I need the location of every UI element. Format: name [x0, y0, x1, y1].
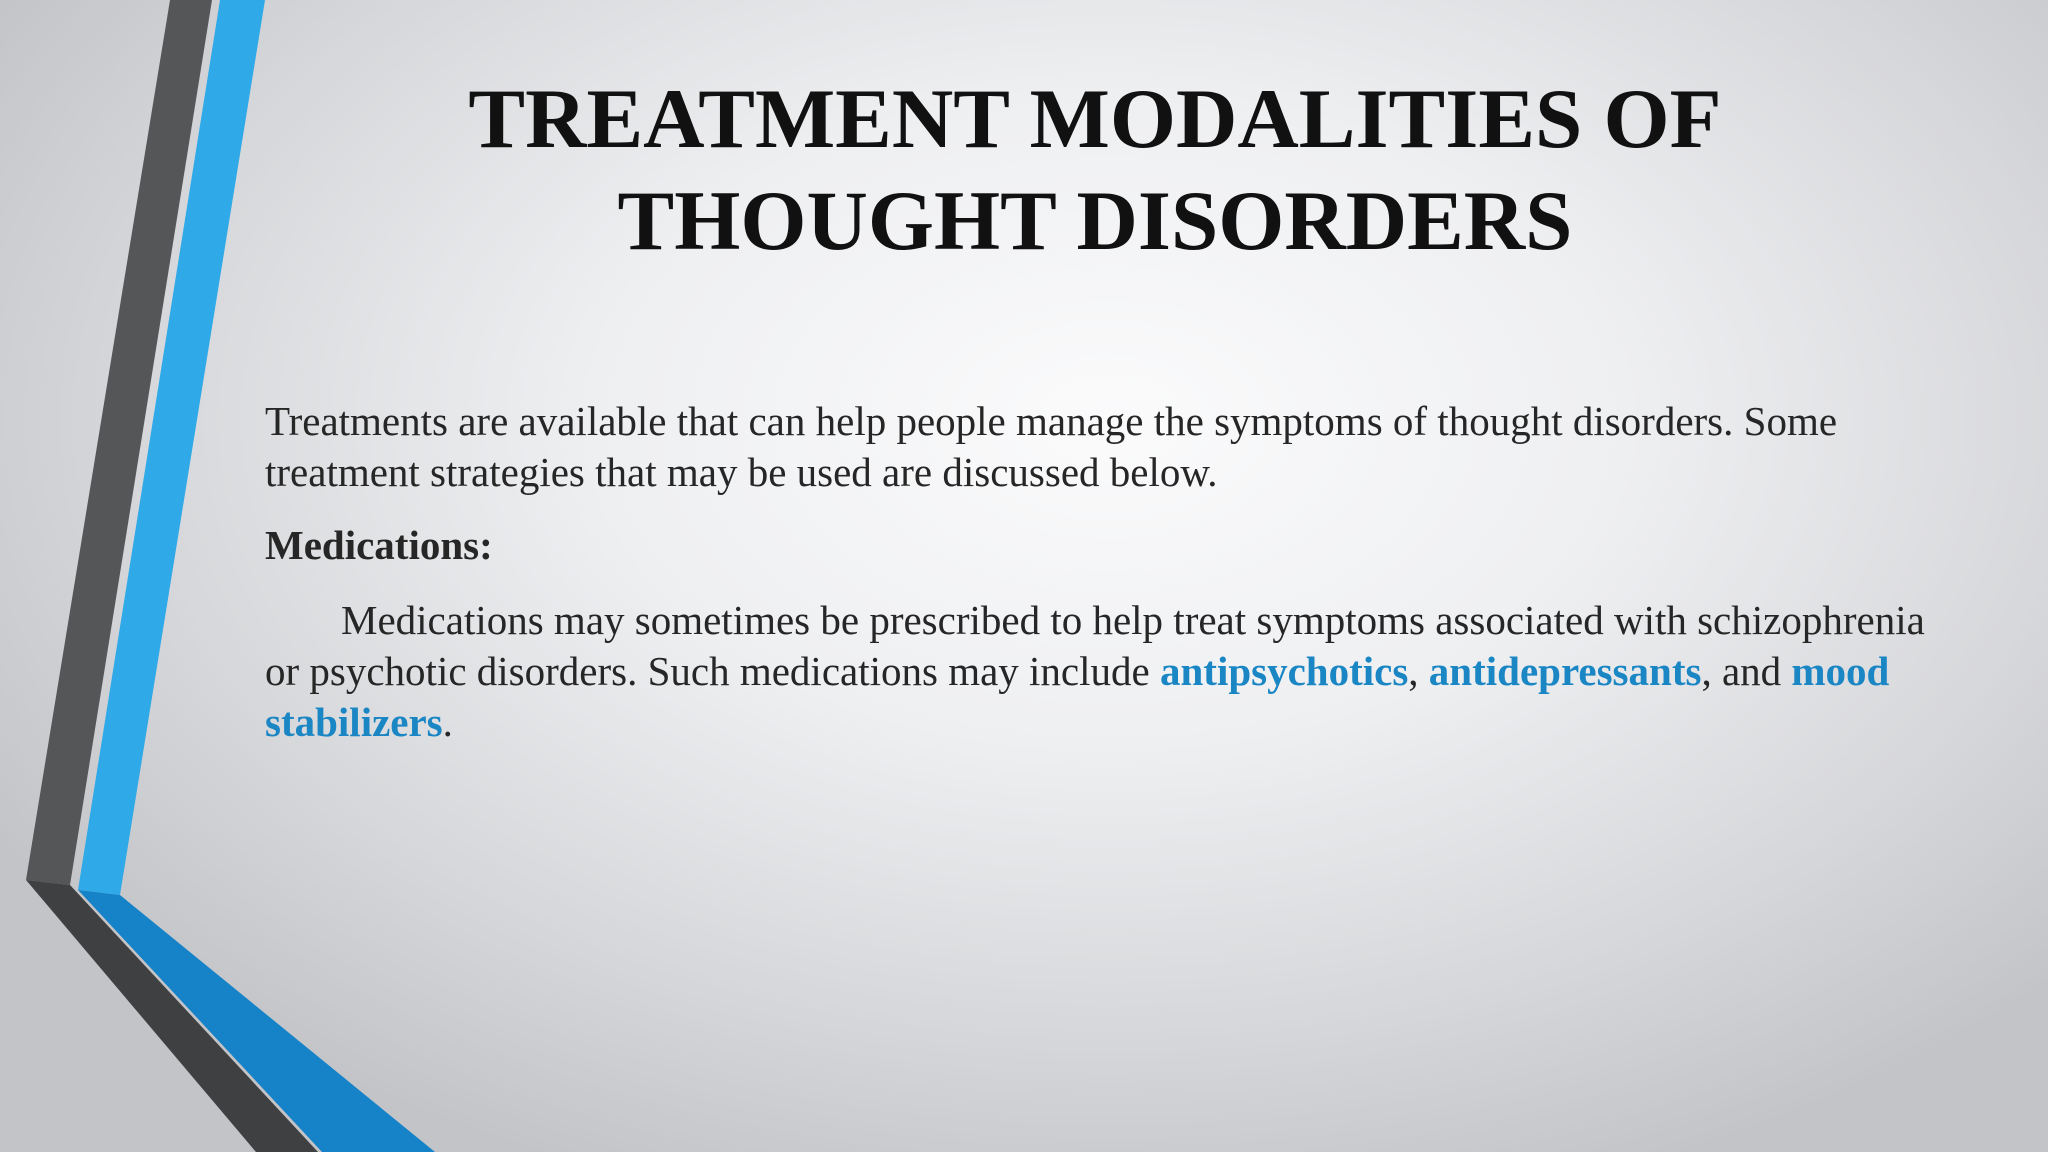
- medications-paragraph: [265, 595, 1945, 748]
- term-antipsychotics: antipsychotics: [1159, 648, 1409, 694]
- slide-body: [265, 396, 1945, 748]
- separator-1: ,: [1408, 648, 1429, 694]
- term-antidepressants: antidepressants: [1428, 648, 1702, 694]
- medications-heading: Medications:: [265, 522, 493, 568]
- term-mood-stabilizers: mood stabilizers: [265, 648, 1890, 745]
- gray-stripe-diagonal: [26, 880, 318, 1152]
- medications-text: Medications may sometimes be prescribed to help treat symptoms associated with schizophrenia or psychotic disorders. Such medications may include: [265, 597, 1925, 694]
- sentence-end: .: [442, 699, 453, 745]
- separator-2: , and: [1701, 648, 1792, 694]
- intro-paragraph: Treatments are available that can help people manage the symptoms of thought disorders. Some treatment strategies that may be used are discussed below.: [265, 398, 1838, 495]
- slide-title: TREATMENT MODALITIES OF THOUGHT DISORDERS: [468, 72, 1722, 268]
